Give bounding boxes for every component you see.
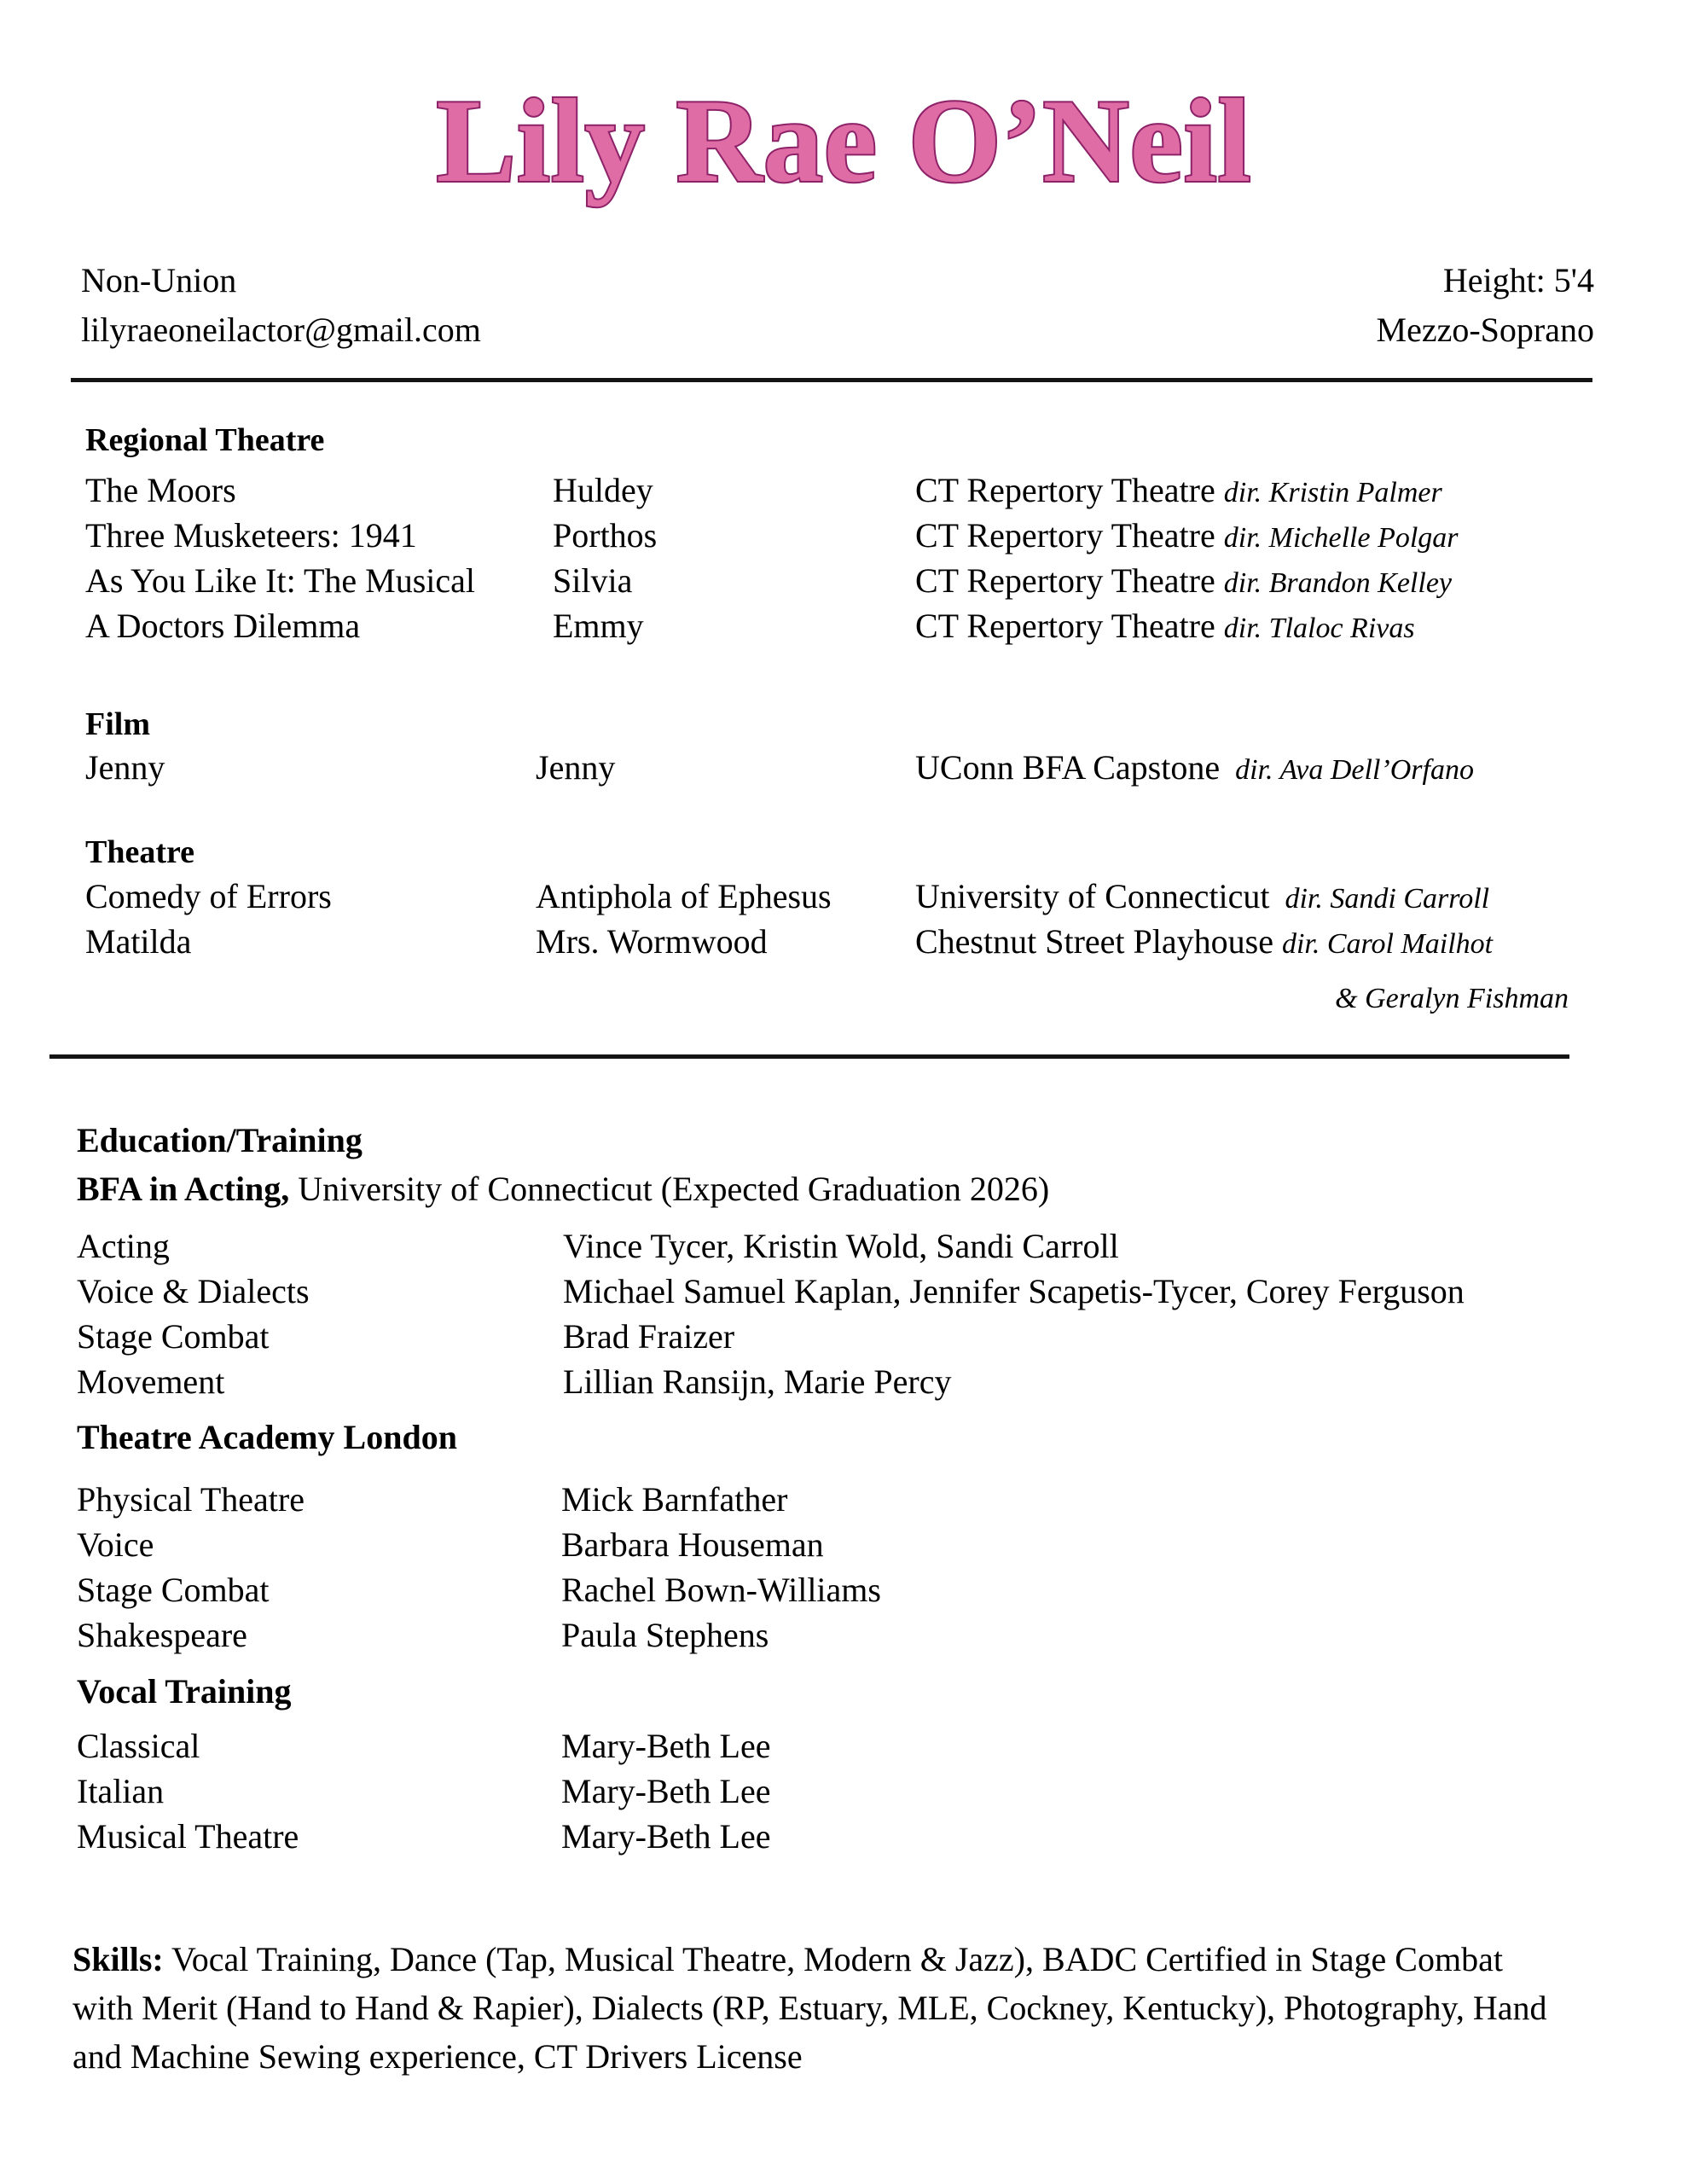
credit-role: Mrs. Wormwood [536,922,768,961]
degree-institution: University of Connecticut (Expected Graduation 2026) [289,1170,1050,1208]
credit-show: A Doctors Dilemma [85,607,361,645]
credit-venue: Chestnut Street Playhouse [915,922,1273,961]
section-heading-education: Education/Training [77,1121,363,1159]
list-item [0,1725,1688,1770]
credit-director: dir. Brandon Kelley [1223,567,1453,599]
credit-show: The Moors [85,471,236,509]
credit-venue-director [915,514,1459,561]
credit-venue: CT Repertory Theatre [915,607,1215,645]
contact-right [1377,256,1594,355]
credit-director: dir. Sandi Carroll [1285,883,1490,915]
height-value: Height: 5'4 [1442,261,1594,299]
voice-type: Mezzo-Soprano [1376,311,1594,349]
training-subject: Stage Combat [77,1317,270,1356]
contact-block [81,256,1594,350]
training-subject: Voice & Dialects [77,1272,310,1310]
list-item [0,1770,1688,1815]
credit-role: Emmy [553,607,644,645]
training-subject: Classical [77,1727,200,1765]
credit-director: dir. Michelle Polgar [1223,522,1459,554]
table-row [0,920,1688,966]
skills-text: Vocal Training, Dance (Tap, Musical Theatre, Modern & Jazz), BADC Certified in Stage Combat with Merit (Hand to Hand & Rapier), Dialects (RP, Estuary, MLE, Cockney, Kentucky), Photography, Hand and Machine Sewing experience, CT Drivers License [73,1940,1547,2076]
credit-venue-director [915,746,1474,793]
skills-paragraph [73,1935,1557,2081]
credit-role: Antiphola of Ephesus [536,877,832,915]
training-subject: Shakespeare [77,1616,247,1654]
table-row [0,514,1688,560]
section-heading-film: Film [85,706,150,742]
training-subject: Italian [77,1772,165,1810]
credit-director: dir. Ava Dell’Orfano [1235,754,1474,786]
union-status: Non-Union [81,261,237,299]
credit-venue-director [915,874,1489,921]
section-heading-regional-theatre: Regional Theatre [85,422,325,458]
credit-role: Porthos [553,516,658,555]
list-item [0,1225,1688,1270]
credit-venue: CT Repertory Theatre [915,516,1215,555]
credit-venue: CT Repertory Theatre [915,471,1215,509]
page-title: Lily Rae O’Neil [436,75,1252,207]
list-item [0,1815,1688,1861]
training-teachers: Mary-Beth Lee [561,1817,771,1856]
training-teachers: Vince Tycer, Kristin Wold, Sandi Carroll [563,1227,1119,1265]
list-item [0,1270,1688,1316]
credit-show: As You Like It: The Musical [85,561,476,600]
list-item [0,1524,1688,1569]
training-subject: Voice [77,1525,154,1564]
section-heading-theatre: Theatre [85,834,195,870]
training-teachers: Mary-Beth Lee [561,1727,771,1765]
credit-role: Silvia [553,561,633,600]
table-row [0,874,1688,921]
credit-venue: UConn BFA Capstone [915,748,1221,787]
table-row [0,604,1688,650]
credit-show: Comedy of Errors [85,877,332,915]
credit-show: Jenny [85,748,165,787]
header-divider [71,378,1592,382]
credit-role: Jenny [536,748,616,787]
list-item [0,1316,1688,1361]
training-teachers: Rachel Bown-Williams [561,1571,881,1609]
training-teachers: Brad Fraizer [563,1317,735,1356]
table-row [0,468,1688,514]
training-teachers: Paula Stephens [561,1616,769,1654]
training-teachers: Mick Barnfather [561,1480,788,1519]
credit-director: dir. Kristin Palmer [1223,477,1442,508]
training-subject: Physical Theatre [77,1480,305,1519]
section-divider [49,1054,1569,1059]
contact-left [81,256,481,355]
degree-name: BFA in Acting, [77,1170,290,1208]
training-subject: Movement [77,1362,225,1401]
credit-director: dir. Carol Mailhot [1281,928,1494,960]
training-teachers: Lillian Ransijn, Marie Percy [563,1362,952,1401]
credit-venue-director [915,559,1452,606]
credit-venue: CT Repertory Theatre [915,561,1215,600]
list-item [0,1478,1688,1524]
credit-role: Huldey [553,471,653,509]
training-teachers: Michael Samuel Kaplan, Jennifer Scapetis-Tycer, Corey Ferguson [563,1272,1465,1310]
section-heading-vocal-training: Vocal Training [77,1672,292,1711]
training-subject: Musical Theatre [77,1817,299,1856]
section-heading-theatre-academy-london: Theatre Academy London [77,1418,457,1456]
credit-venue-director [915,468,1442,515]
list-item [0,1361,1688,1406]
degree-line [77,1170,1049,1208]
training-subject: Acting [77,1227,170,1265]
table-row [0,746,1688,792]
credit-director-continuation: & Geralyn Fishman [1335,983,1569,1014]
credit-director: dir. Tlaloc Rivas [1223,613,1415,644]
skills-label: Skills: [73,1940,164,1978]
credit-venue: University of Connecticut [915,877,1270,915]
list-item [0,1569,1688,1614]
credit-venue-director [915,920,1493,967]
training-subject: Stage Combat [77,1571,270,1609]
training-teachers: Mary-Beth Lee [561,1772,771,1810]
training-teachers: Barbara Houseman [561,1525,824,1564]
table-row [0,559,1688,605]
credit-show: Three Musketeers: 1941 [85,516,417,555]
credit-show: Matilda [85,922,192,961]
email-address[interactable]: lilyraeoneilactor@gmail.com [81,311,481,349]
list-item [0,1614,1688,1659]
credit-venue-director [915,604,1415,651]
